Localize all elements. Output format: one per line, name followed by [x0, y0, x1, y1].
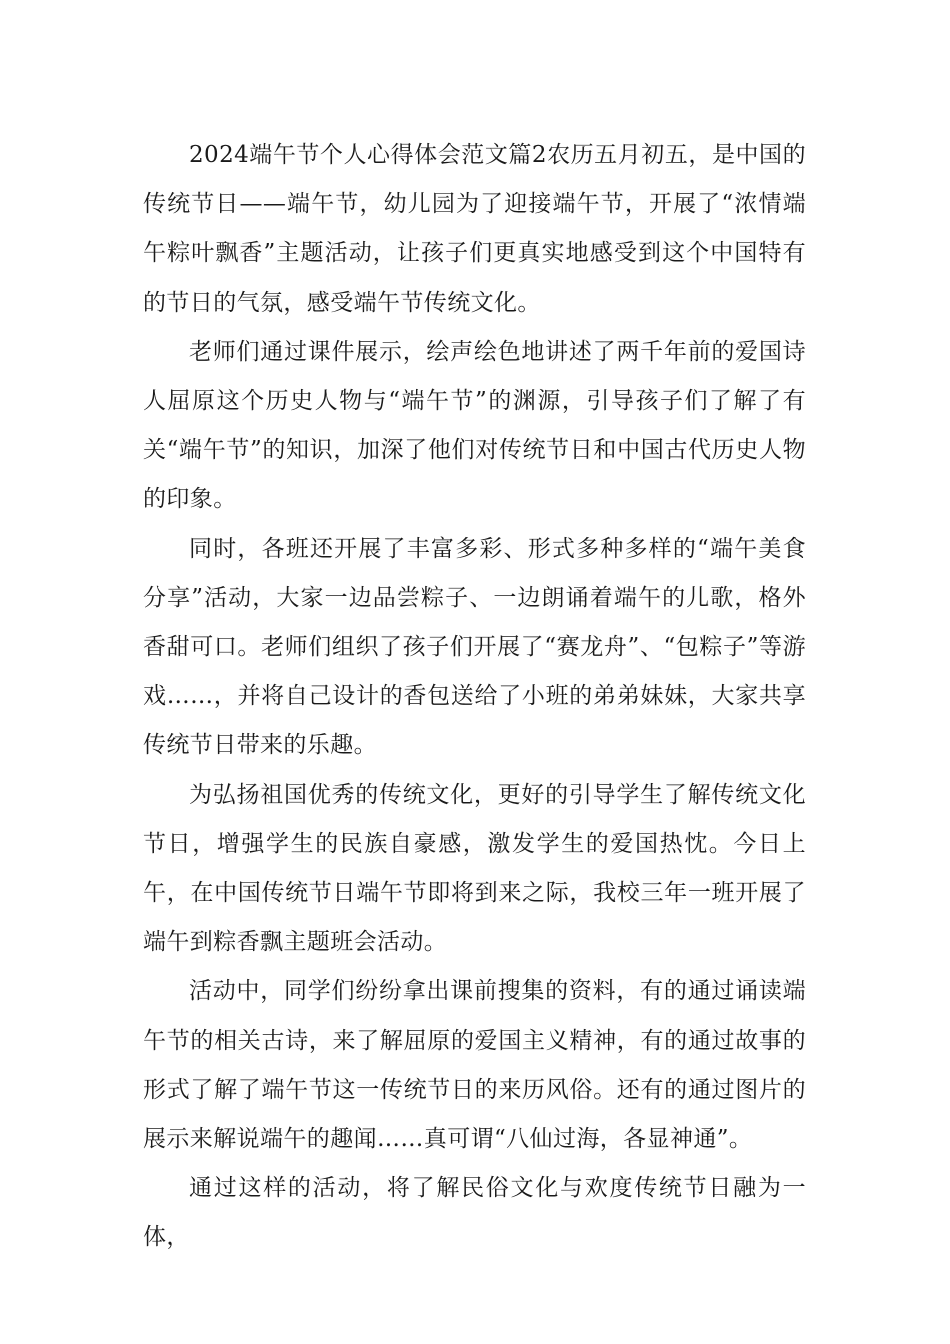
paragraph-5: 活动中，同学们纷纷拿出课前搜集的资料，有的通过诵读端午节的相关古诗，来了解屈原的爱国主义精神，有的通过故事的形式了解了端午节这一传统节日的来历风俗。还有的通过图片的展示来解说端午的趣闻……真可谓“八仙过海，各显神通”。 — [143, 978, 806, 1153]
paragraph-6: 通过这样的活动，将了解民俗文化与欢度传统节日融为一体， — [143, 1175, 806, 1251]
paragraph-1: 2024端午节个人心得体会范文篇2农历五月初五，是中国的传统节日——端午节，幼儿园为了迎接端午节，开展了“浓情端午粽叶飘香”主题活动，让孩子们更真实地感受到这个中国特有的节日的气氛，感受端午节传统文化。 — [143, 142, 806, 316]
paragraph-4: 为弘扬祖国优秀的传统文化，更好的引导学生了解传统文化节日，增强学生的民族自豪感，激发学生的爱国热忱。今日上午，在中国传统节日端午节即将到来之际，我校三年一班开展了端午到粽香飘主题班会活动。 — [143, 781, 806, 956]
document-body — [143, 131, 806, 1263]
paragraph-2: 老师们通过课件展示，绘声绘色地讲述了两千年前的爱国诗人屈原这个历史人物与“端午节”的渊源，引导孩子们了解了有关“端午节”的知识，加深了他们对传统节日和中国古代历史人物的印象。 — [143, 338, 806, 513]
paragraph-3: 同时，各班还开展了丰富多彩、形式多种多样的“端午美食分享”活动，大家一边品尝粽子、一边朗诵着端午的儿歌，格外香甜可口。老师们组织了孩子们开展了“赛龙舟”、“包粽子”等游戏……，并将自己设计的香包送给了小班的弟弟妹妹，大家共享传统节日带来的乐趣。 — [143, 535, 806, 759]
